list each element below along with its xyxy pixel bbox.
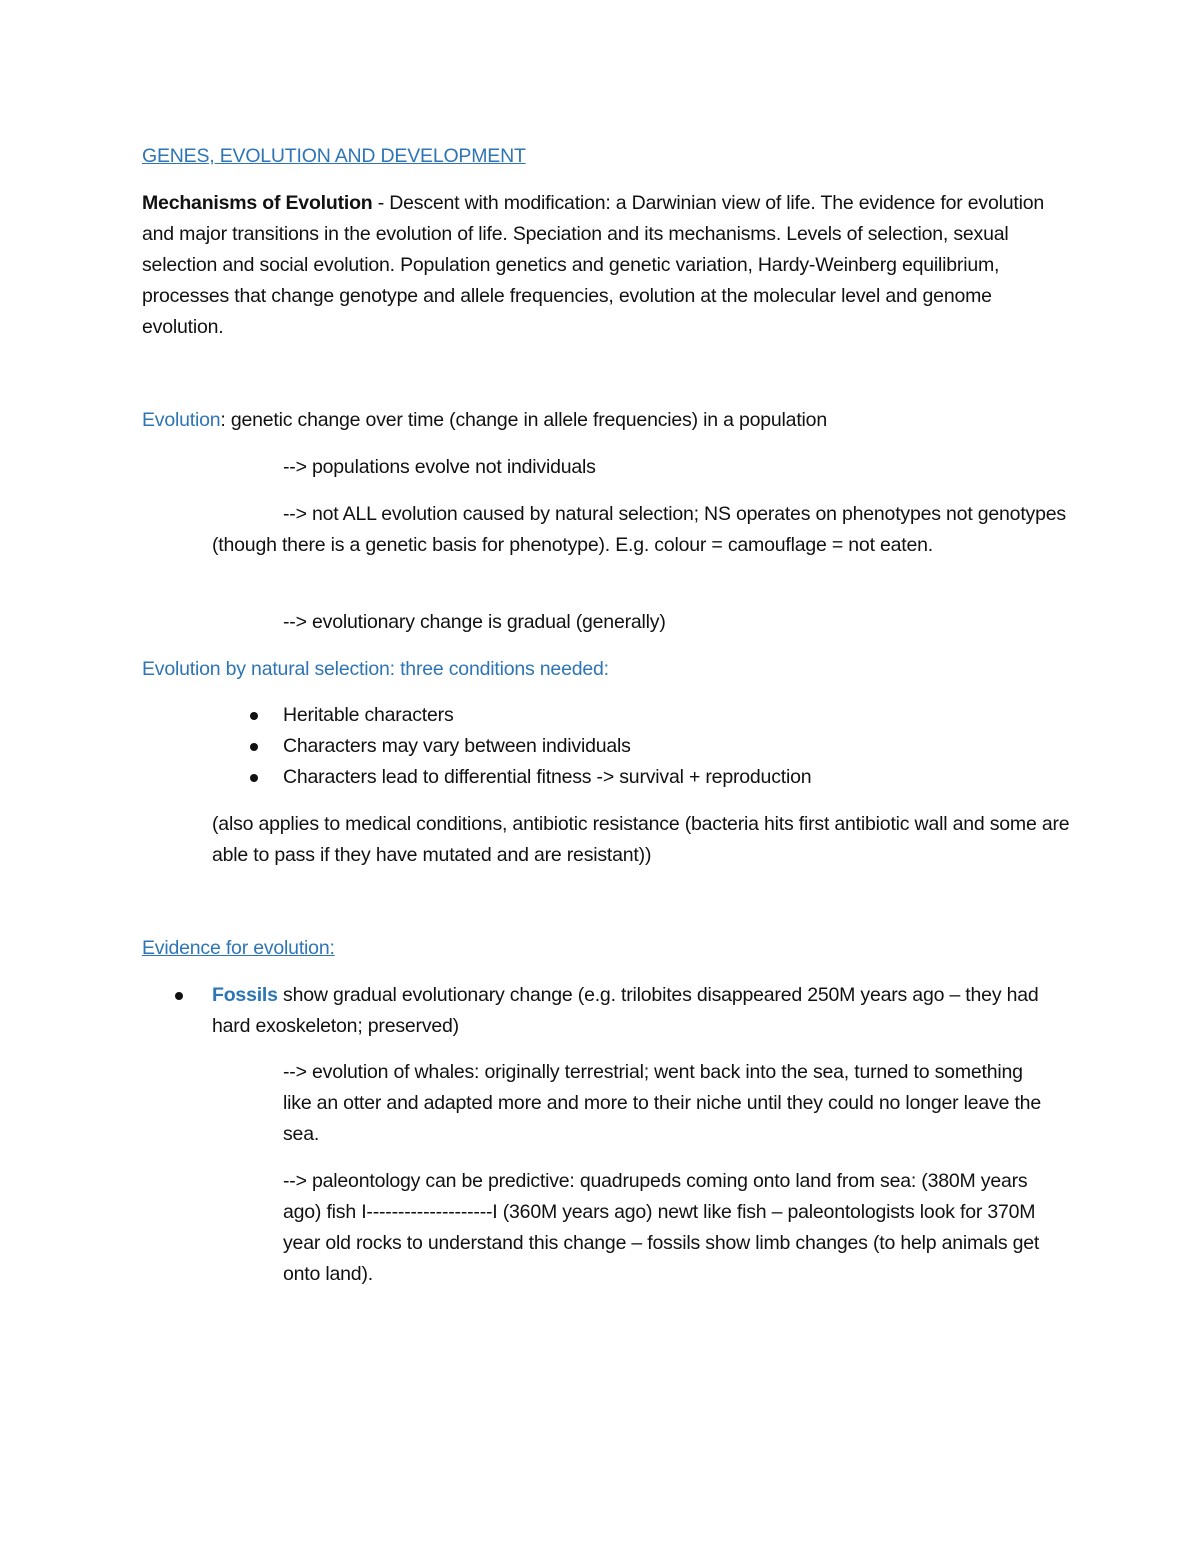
paleontology-note: --> paleontology can be predictive: quadrupeds coming onto land from sea: (380M years ago) fish I--------------------I (360M years ago) newt like fish – paleontologists look for 370M year old rocks to understand this change – fossils show limb changes (to help animals get onto land). xyxy=(283,1170,1040,1285)
bullet-icon xyxy=(250,774,258,782)
intro-paragraph xyxy=(142,188,1072,343)
condition-text: Characters lead to differential fitness -> survival + reproduction xyxy=(283,766,812,788)
conditions-list xyxy=(283,700,1073,793)
document-title: GENES, EVOLUTION AND DEVELOPMENT xyxy=(142,145,526,167)
condition-text: Heritable characters xyxy=(283,704,454,726)
intro-body: - Descent with modification: a Darwinian view of life. The evidence for evolution and major transitions in the evolution of life. Speciation and its mechanisms. Levels of selection, sexual selection and social evolution. Population genetics and genetic variation, Hardy-Weinberg equilibrium, processes that change genotype and allele frequencies, evolution at the molecular level and genome evolution. xyxy=(142,192,1045,338)
evolution-definition-text: : genetic change over time (change in allele frequencies) in a population xyxy=(220,409,827,431)
intro-lead: Mechanisms of Evolution xyxy=(142,192,373,214)
bullet-icon xyxy=(250,712,258,720)
fossils-term: Fossils xyxy=(212,984,278,1006)
natural-selection-heading: Evolution by natural selection: three conditions needed: xyxy=(142,658,609,680)
list-item xyxy=(283,762,1073,793)
fossils-text: show gradual evolutionary change (e.g. trilobites disappeared 250M years ago – they had hard exoskeleton; preserved) xyxy=(212,984,1039,1037)
condition-text: Characters may vary between individuals xyxy=(283,735,631,757)
arrow-note-gradual: --> evolutionary change is gradual (generally) xyxy=(283,611,666,633)
evolution-term: Evolution xyxy=(142,409,221,431)
list-item xyxy=(283,731,1073,762)
whales-note: --> evolution of whales: originally terrestrial; went back into the sea, turned to something like an otter and adapted more and more to their niche until they could no longer leave the sea. xyxy=(283,1061,1041,1145)
bullet-icon xyxy=(250,743,258,751)
evidence-heading: Evidence for evolution: xyxy=(142,937,335,959)
arrow-note-populations: --> populations evolve not individuals xyxy=(283,456,596,478)
evolution-definition xyxy=(142,405,1072,436)
bullet-icon xyxy=(175,992,183,1000)
arrow-note-natural-selection: --> not ALL evolution caused by natural selection; NS operates on phenotypes not genotypes (though there is a genetic basis for phenotype). E.g. colour = camouflage = not eaten. xyxy=(212,503,1066,556)
medical-note: (also applies to medical conditions, antibiotic resistance (bacteria hits first antibiotic wall and some are able to pass if they have mutated and are resistant)) xyxy=(212,813,1070,866)
fossils-bullet xyxy=(212,980,1077,1042)
list-item xyxy=(283,700,1073,731)
